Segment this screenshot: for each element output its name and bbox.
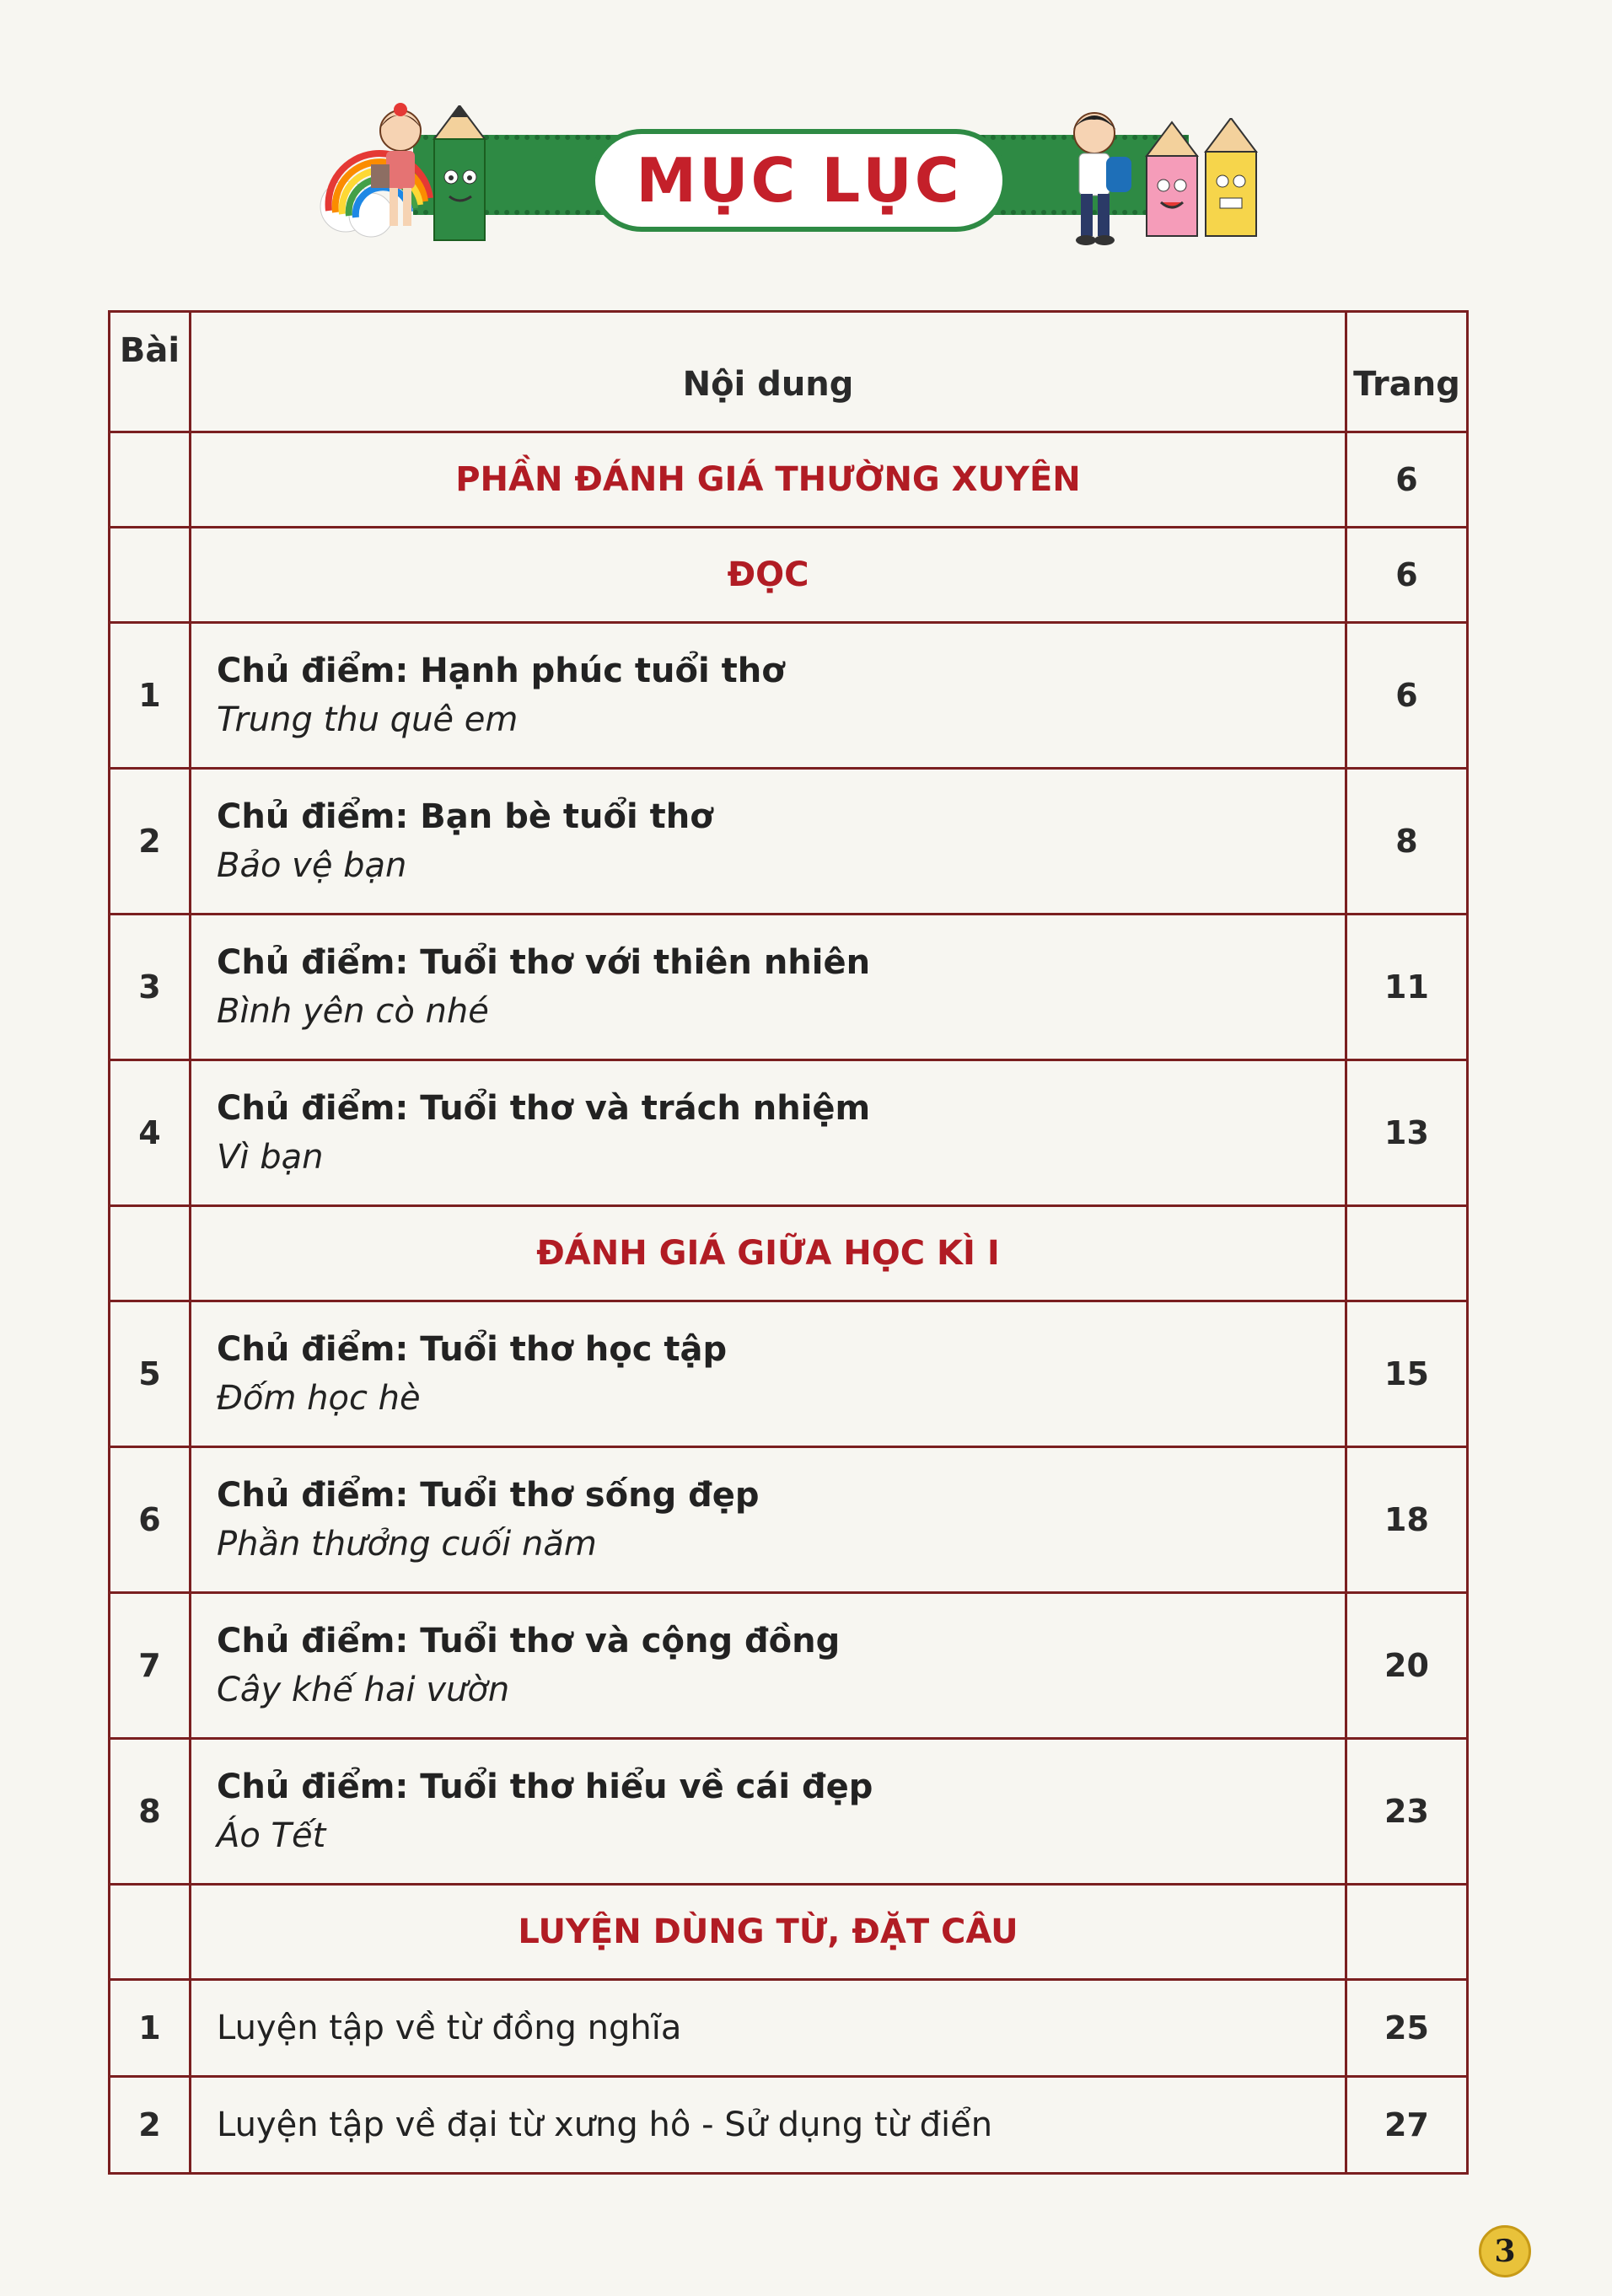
boy-backpack-illustration: [1054, 101, 1147, 253]
page-title-box: [590, 129, 1008, 232]
lesson-row: [110, 1301, 1468, 1447]
lesson-number: 3: [110, 915, 191, 1060]
section-num-cell: [110, 1885, 191, 1980]
lesson-number: 7: [110, 1593, 191, 1739]
lesson-content: [191, 623, 1346, 769]
lesson-story: Cây khế hai vườn: [217, 1671, 510, 1709]
pencil-characters-icon: [1142, 118, 1269, 244]
lesson-theme: Chủ điểm: Tuổi thơ và cộng đồng: [217, 1622, 841, 1660]
title-banner: [312, 97, 1282, 253]
page-ref: 13: [1346, 1060, 1468, 1206]
lesson-number: 6: [110, 1447, 191, 1593]
page-ref: 15: [1346, 1301, 1468, 1447]
lesson-content: [191, 1593, 1346, 1739]
page-ref: 25: [1346, 1980, 1468, 2077]
section-row: [110, 1206, 1468, 1301]
section-num-cell: [110, 1206, 191, 1301]
lesson-theme: Chủ điểm: Tuổi thơ học tập: [217, 1330, 728, 1369]
lesson-theme: Chủ điểm: Tuổi thơ sống đẹp: [217, 1476, 760, 1515]
pencil-character-icon: [426, 105, 493, 249]
lesson-story: Đốm học hè: [217, 1379, 421, 1418]
section-row: [110, 528, 1468, 623]
section-title: PHẦN ĐÁNH GIÁ THƯỜNG XUYÊN: [191, 432, 1346, 528]
lesson-story: Bình yên cò nhé: [217, 992, 489, 1031]
page-ref: 6: [1346, 528, 1468, 623]
section-row: [110, 1885, 1468, 1980]
page-ref: 6: [1346, 432, 1468, 528]
lesson-content: [191, 1060, 1346, 1206]
page-ref: 18: [1346, 1447, 1468, 1593]
exercise-title: Luyện tập về đại từ xưng hô - Sử dụng từ điển: [191, 2077, 1346, 2174]
lesson-content: [191, 1447, 1346, 1593]
section-title: ĐÁNH GIÁ GIỮA HỌC KÌ I: [191, 1206, 1346, 1301]
lesson-number: 5: [110, 1301, 191, 1447]
page-ref: 23: [1346, 1739, 1468, 1885]
lesson-row: [110, 623, 1468, 769]
lesson-content: [191, 769, 1346, 915]
lesson-row: [110, 1739, 1468, 1885]
lesson-number: 4: [110, 1060, 191, 1206]
lesson-theme: Chủ điểm: Tuổi thơ hiểu về cái đẹp: [217, 1768, 873, 1806]
page-ref: 6: [1346, 623, 1468, 769]
lesson-number: 2: [110, 769, 191, 915]
exercise-title: Luyện tập về từ đồng nghĩa: [191, 1980, 1346, 2077]
lesson-theme: Chủ điểm: Tuổi thơ và trách nhiệm: [217, 1089, 871, 1128]
page-ref: 11: [1346, 915, 1468, 1060]
page-ref: [1346, 1206, 1468, 1301]
column-header-lesson: Bài: [110, 312, 191, 432]
column-header-page: Trang: [1346, 312, 1468, 432]
page-ref: 8: [1346, 769, 1468, 915]
exercise-number: 2: [110, 2077, 191, 2174]
lesson-story: Áo Tết: [217, 1816, 326, 1855]
page-ref: [1346, 1885, 1468, 1980]
exercise-row: [110, 1980, 1468, 2077]
section-title: ĐỌC: [191, 528, 1346, 623]
lesson-theme: Chủ điểm: Tuổi thơ với thiên nhiên: [217, 943, 871, 982]
page-title: MỤC LỤC: [636, 145, 962, 216]
lesson-row: [110, 1593, 1468, 1739]
lesson-row: [110, 1060, 1468, 1206]
page-ref: 20: [1346, 1593, 1468, 1739]
table-header-row: [110, 312, 1468, 432]
lesson-content: [191, 1739, 1346, 1885]
exercise-number: 1: [110, 1980, 191, 2077]
section-num-cell: [110, 432, 191, 528]
page-ref: 27: [1346, 2077, 1468, 2174]
lesson-number: 8: [110, 1739, 191, 1885]
column-header-content: Nội dung: [191, 312, 1346, 432]
lesson-content: [191, 915, 1346, 1060]
lesson-story: Vì bạn: [217, 1138, 324, 1177]
lesson-theme: Chủ điểm: Bạn bè tuổi thơ: [217, 797, 713, 836]
section-num-cell: [110, 528, 191, 623]
lesson-content: [191, 1301, 1346, 1447]
lesson-row: [110, 1447, 1468, 1593]
section-title: LUYỆN DÙNG TỪ, ĐẶT CÂU: [191, 1885, 1346, 1980]
lesson-number: 1: [110, 623, 191, 769]
lesson-row: [110, 769, 1468, 915]
lesson-story: Trung thu quê em: [217, 700, 519, 739]
section-row: [110, 432, 1468, 528]
lesson-story: Phần thưởng cuối năm: [217, 1525, 597, 1564]
lesson-row: [110, 915, 1468, 1060]
page-number-badge: 3: [1479, 2225, 1531, 2277]
lesson-story: Bảo vệ bạn: [217, 846, 407, 885]
lesson-theme: Chủ điểm: Hạnh phúc tuổi thơ: [217, 652, 785, 690]
table-of-contents: [108, 310, 1469, 2175]
exercise-row: [110, 2077, 1468, 2174]
